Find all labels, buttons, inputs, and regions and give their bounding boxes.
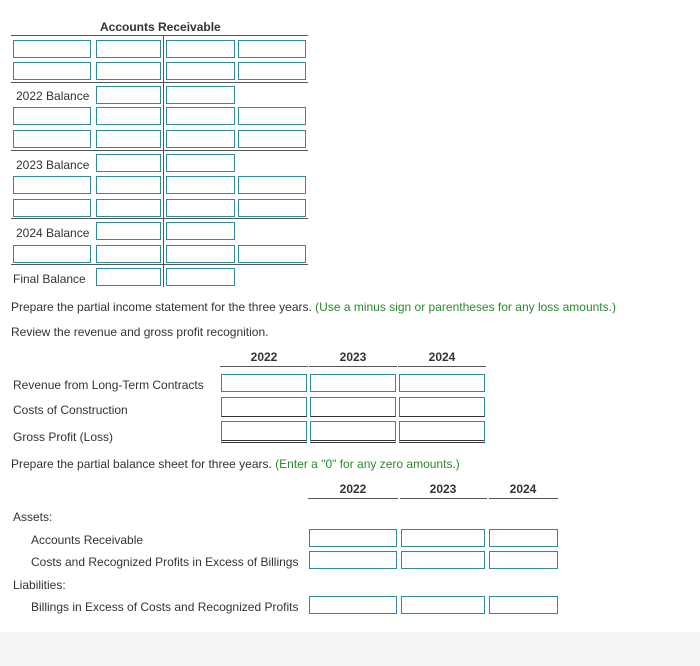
costs-label: Costs of Construction	[13, 403, 128, 417]
header-rule	[398, 366, 486, 367]
balance-2023-credit-input[interactable]	[166, 154, 235, 172]
debit-amount-input[interactable]	[96, 62, 161, 80]
accounts-receivable-2022-input[interactable]	[309, 529, 397, 547]
income-statement-instruction	[11, 300, 616, 314]
costs-in-excess-2022-input[interactable]	[309, 551, 397, 569]
year-header-2024: 2024	[509, 482, 537, 496]
final-balance-label: Final Balance	[13, 272, 86, 286]
gross-profit-label: Gross Profit (Loss)	[13, 430, 114, 444]
header-rule	[308, 498, 398, 499]
balance-2024-label: 2024 Balance	[16, 226, 90, 240]
header-rule	[309, 366, 397, 367]
t-account-title: Accounts Receivable	[100, 20, 221, 34]
credit-account-input[interactable]	[166, 199, 235, 217]
credit-account-input[interactable]	[166, 40, 235, 58]
billings-in-excess-2023-input[interactable]	[401, 596, 485, 614]
debit-account-input[interactable]	[13, 62, 91, 80]
credit-account-input[interactable]	[166, 107, 235, 125]
credit-amount-input[interactable]	[238, 40, 306, 58]
debit-account-input[interactable]	[13, 40, 91, 58]
credit-account-input[interactable]	[166, 245, 235, 263]
credit-account-input[interactable]	[166, 130, 235, 148]
costs-in-excess-label: Costs and Recognized Profits in Excess of Billings	[31, 555, 299, 569]
debit-amount-input[interactable]	[96, 107, 161, 125]
credit-amount-input[interactable]	[238, 245, 306, 263]
balance-2023-label: 2023 Balance	[16, 158, 90, 172]
credit-amount-input[interactable]	[238, 176, 306, 194]
t-account-rule	[11, 218, 308, 219]
final-balance-debit-input[interactable]	[96, 268, 161, 286]
costs-in-excess-2024-input[interactable]	[489, 551, 558, 569]
debit-amount-input[interactable]	[96, 40, 161, 58]
debit-account-input[interactable]	[13, 176, 91, 194]
instruction-text: Prepare the partial balance sheet for three years.	[11, 457, 272, 471]
balance-2022-label: 2022 Balance	[16, 89, 90, 103]
balance-2023-debit-input[interactable]	[96, 154, 161, 172]
revenue-2023-input[interactable]	[310, 374, 396, 392]
year-header-2024: 2024	[428, 350, 456, 364]
gross-profit-2024-input[interactable]	[399, 421, 485, 443]
credit-account-input[interactable]	[166, 62, 235, 80]
assets-label: Assets:	[13, 510, 53, 524]
billings-in-excess-2024-input[interactable]	[489, 596, 558, 614]
header-rule	[220, 366, 308, 367]
credit-amount-input[interactable]	[238, 62, 306, 80]
debit-amount-input[interactable]	[96, 199, 161, 217]
balance-2024-debit-input[interactable]	[96, 222, 161, 240]
gross-profit-2023-input[interactable]	[310, 421, 396, 443]
debit-amount-input[interactable]	[96, 130, 161, 148]
t-account-rule	[11, 82, 308, 83]
instruction-text: Prepare the partial income statement for the three years.	[11, 300, 312, 314]
gross-profit-2022-input[interactable]	[221, 421, 307, 443]
year-header-2023: 2023	[339, 350, 367, 364]
header-rule	[400, 498, 487, 499]
balance-sheet-instruction	[11, 457, 460, 471]
accounts-receivable-2024-input[interactable]	[489, 529, 558, 547]
balance-2024-credit-input[interactable]	[166, 222, 235, 240]
credit-amount-input[interactable]	[238, 130, 306, 148]
instruction-note: (Enter a "0" for any zero amounts.)	[275, 457, 460, 471]
costs-2023-input[interactable]	[310, 397, 396, 417]
review-text: Review the revenue and gross profit recognition.	[11, 325, 269, 339]
year-header-2022: 2022	[339, 482, 367, 496]
credit-amount-input[interactable]	[238, 107, 306, 125]
t-account-top-rule	[11, 35, 308, 36]
billings-in-excess-label: Billings in Excess of Costs and Recognized Profits	[31, 600, 299, 614]
debit-amount-input[interactable]	[96, 245, 161, 263]
instruction-note: (Use a minus sign or parentheses for any loss amounts.)	[315, 300, 616, 314]
accounts-receivable-2023-input[interactable]	[401, 529, 485, 547]
credit-account-input[interactable]	[166, 176, 235, 194]
billings-in-excess-2022-input[interactable]	[309, 596, 397, 614]
t-account-rule	[11, 264, 308, 265]
debit-amount-input[interactable]	[96, 176, 161, 194]
accounts-receivable-label: Accounts Receivable	[31, 533, 144, 547]
debit-account-input[interactable]	[13, 199, 91, 217]
costs-2024-input[interactable]	[399, 397, 485, 417]
revenue-2022-input[interactable]	[221, 374, 307, 392]
liabilities-label: Liabilities:	[13, 578, 66, 592]
t-account-rule	[11, 150, 308, 151]
final-balance-credit-input[interactable]	[166, 268, 235, 286]
revenue-label: Revenue from Long-Term Contracts	[13, 378, 204, 392]
debit-account-input[interactable]	[13, 130, 91, 148]
year-header-2022: 2022	[250, 350, 278, 364]
costs-in-excess-2023-input[interactable]	[401, 551, 485, 569]
revenue-2024-input[interactable]	[399, 374, 485, 392]
balance-2022-credit-input[interactable]	[166, 86, 235, 104]
credit-amount-input[interactable]	[238, 199, 306, 217]
balance-2022-debit-input[interactable]	[96, 86, 161, 104]
t-account-center-rule	[163, 35, 164, 287]
header-rule	[489, 498, 558, 499]
debit-account-input[interactable]	[13, 107, 91, 125]
costs-2022-input[interactable]	[221, 397, 307, 417]
year-header-2023: 2023	[429, 482, 457, 496]
debit-account-input[interactable]	[13, 245, 91, 263]
